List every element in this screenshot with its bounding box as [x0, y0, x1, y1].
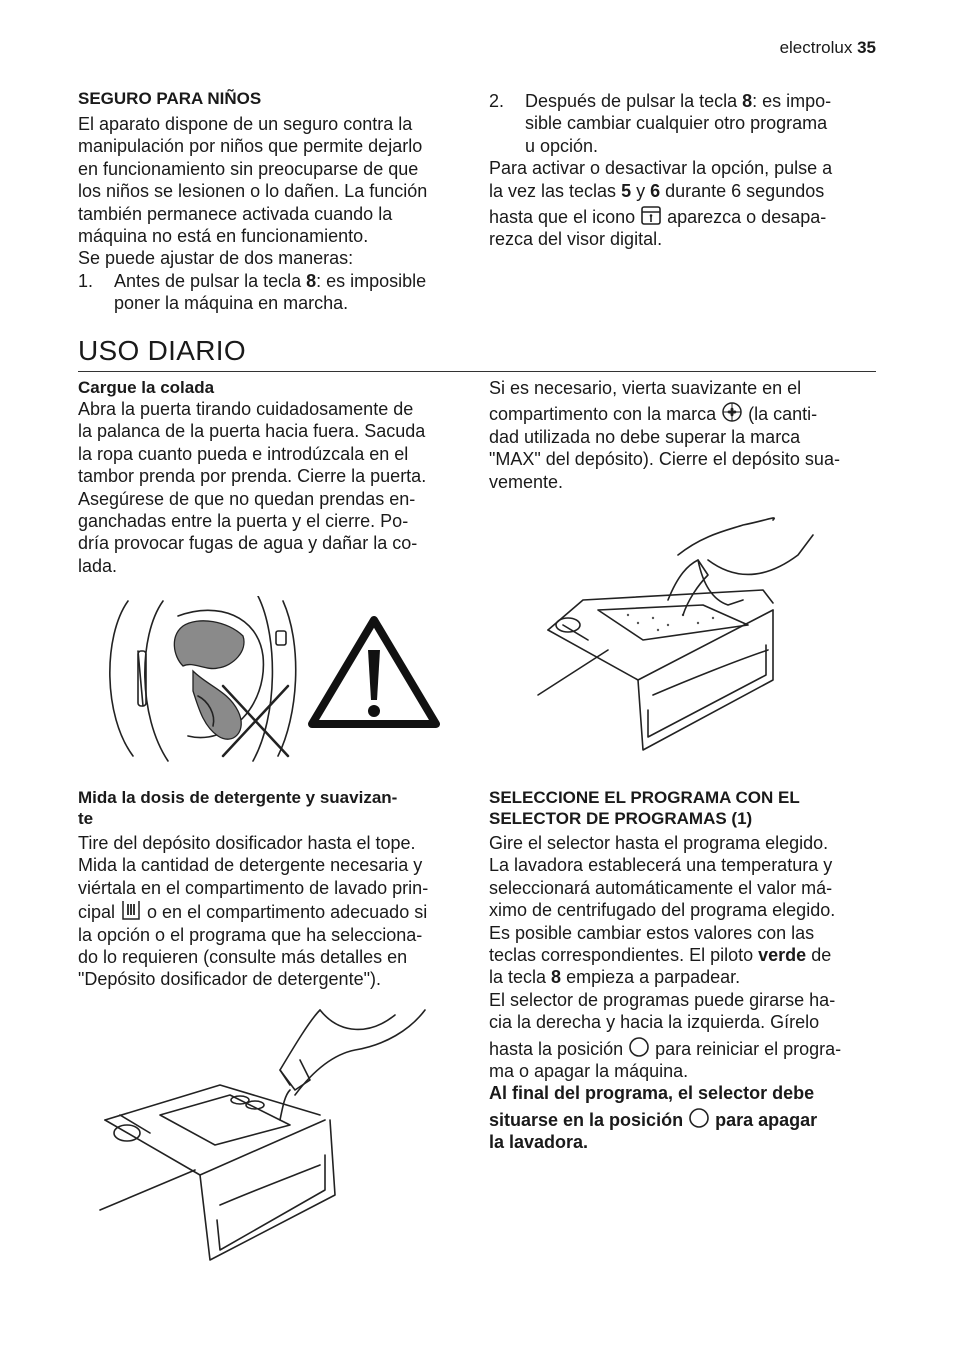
text-line: los niños se lesionen o lo dañen. La función: [78, 181, 428, 202]
laundry-door-illustration: [98, 596, 443, 766]
text-line: Para activar o desactivar la opción, pulse a: [489, 158, 833, 179]
detergent-pour-illustration: [95, 1005, 440, 1265]
child-lock-icon: [640, 204, 662, 226]
child-lock-body: [78, 113, 468, 315]
select-program-body: Gire el selector hasta el programa elegido. La lavadora establecerá una temperatura y seleccionará automáticamente el valor má- ximo de centrifugado del programa elegido. Es posible cambiar estos valores con las teclas correspondientes. El piloto verde de la tecla 8 empieza a parpadear. El selector de programas puede girarse ha- cia la derecha y hacia la izquierda. Gírelo hasta la posición para reiniciar el progra- ma o apagar la máquina. Al final del programa, el selector debe situarse en la posición para apagar la lavadora.: [489, 833, 842, 1153]
dose-body: Tire del depósito dosificador hasta el tope. Mida la cantidad de detergente necesaria y viértala en el compartimento de lavado prin- cipal o en el compartimento adecuado si la opción o el programa que ha selecciona- do lo requieren (consulte más detalles en "Depósito dosificador de detergente").: [78, 833, 429, 990]
child-lock-title: SEGURO PARA NIÑOS: [78, 89, 262, 108]
load-laundry-section: [78, 377, 473, 577]
text-line: en funcionamiento sin preocuparse de que: [78, 158, 419, 179]
softener-pour-illustration: [528, 515, 818, 760]
text-line: máquina no está en funcionamiento.: [78, 226, 369, 247]
dose-section: [78, 787, 473, 991]
page-header: [780, 37, 876, 59]
page-number: 35: [857, 38, 876, 57]
off-position-icon: [688, 1107, 710, 1129]
text-line: rezca del visor digital.: [489, 229, 663, 250]
text-line: hasta que el icono aparezca o desapa-: [489, 204, 884, 228]
child-lock-section: [78, 88, 468, 315]
select-program-section: [489, 787, 884, 1154]
load-laundry-body: Abra la puerta tirando cuidadosamente de la palanca de la puerta hacia fuera. Sacuda la ropa cuanto pueda e introdúzcala en el tambor prenda por prenda. Cierre la puerta. Asegúrese de que no quedan prendas en- ganchadas entre la puerta y el cierre. Po- dría provocar fugas de agua y dañar la co- lada.: [78, 399, 427, 576]
dose-title: Mida la dosis de detergente y suavizan- te: [78, 788, 398, 828]
list-item-1: 1. Antes de pulsar la tecla 8: es imposible poner la máquina en marcha.: [78, 270, 427, 314]
text-line: también permanece activada cuando la: [78, 203, 393, 224]
brand-name: electrolux: [779, 38, 853, 57]
main-wash-compartment-icon: [120, 899, 142, 921]
softener-section: Si es necesario, vierta suavizante en el compartimento con la marca (la canti- dad utilizada no debe superar la marca "MAX" del depósito). Cierre el depósito sua- vemente.: [489, 378, 840, 492]
list-item-2: 2. Después de pulsar la tecla 8: es impo- sible cambiar cualquier otro programa u opción.: [489, 91, 832, 156]
text-line: la vez las teclas 5 y 6 durante 6 segundos: [489, 180, 825, 201]
softener-flower-icon: [721, 401, 743, 423]
off-position-icon: [628, 1036, 650, 1058]
text-line: El aparato dispone de un seguro contra la: [78, 114, 413, 134]
load-laundry-title: Cargue la colada: [78, 378, 215, 397]
text-line: manipulación por niños que permite dejarlo: [78, 136, 423, 157]
text-line: Se puede ajustar de dos maneras:: [78, 248, 354, 269]
section-divider: [78, 371, 876, 372]
select-program-title: SELECCIONE EL PROGRAMA CON EL SELECTOR DE PROGRAMAS (1): [489, 788, 800, 828]
section-title: USO DIARIO: [78, 335, 246, 366]
child-lock-continued: [489, 90, 884, 251]
